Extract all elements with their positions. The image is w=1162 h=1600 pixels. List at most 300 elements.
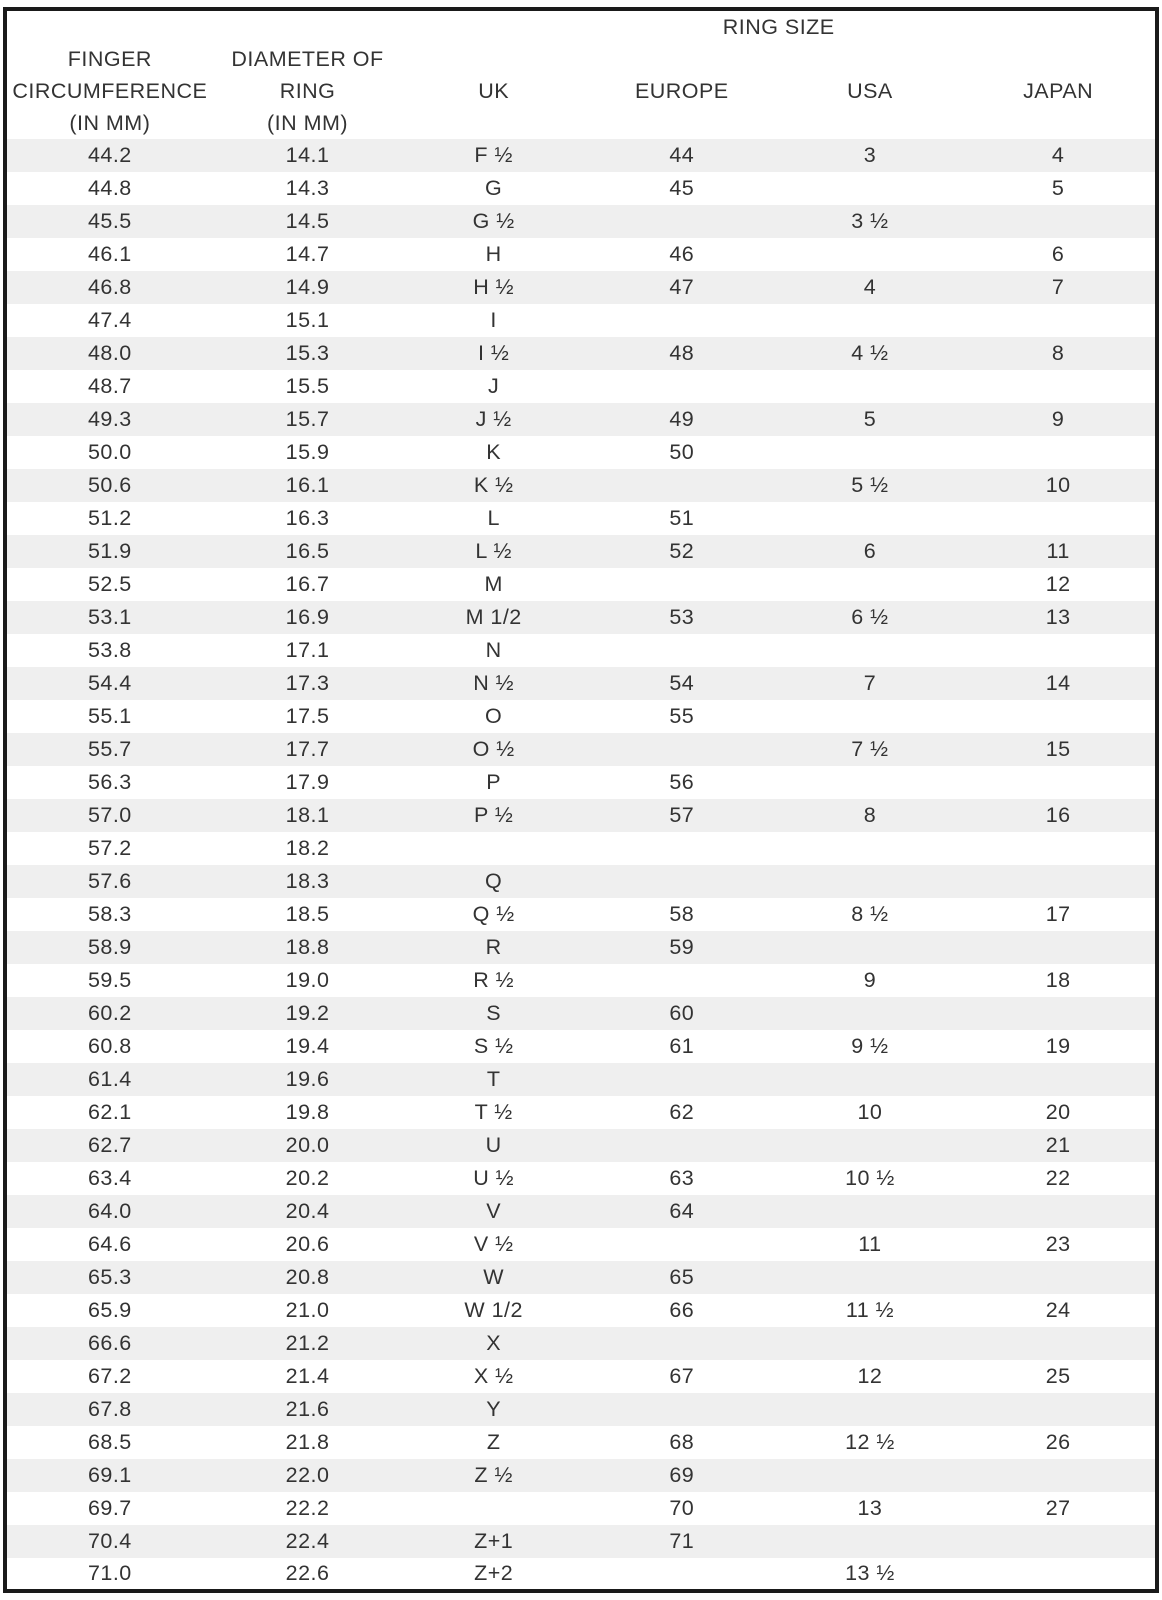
table-row <box>5 205 1157 238</box>
cell-diameter: 20.0 <box>285 1133 330 1157</box>
table-row <box>5 535 1157 568</box>
cell-diameter: 17.9 <box>285 770 330 794</box>
cell-usa: 8 <box>863 803 877 827</box>
cell-circumference: 67.2 <box>87 1364 132 1388</box>
cell-circumference: 57.2 <box>87 836 132 860</box>
cell-japan <box>961 997 1157 1030</box>
cell-europe <box>585 865 779 898</box>
table-row <box>5 1228 1157 1261</box>
cell-europe: 58 <box>669 902 695 926</box>
ring-size-group-header: RING SIZE <box>722 14 835 39</box>
cell-circumference: 67.8 <box>87 1397 132 1421</box>
column-header-line: (IN MM) <box>267 111 349 135</box>
cell-japan: 12 <box>1045 572 1071 596</box>
cell-uk: Z+2 <box>474 1561 514 1585</box>
cell-europe <box>585 1327 779 1360</box>
cell-circumference: 48.0 <box>87 341 132 365</box>
cell-uk: R <box>485 935 502 959</box>
cell-uk: F ½ <box>474 143 513 167</box>
cell-europe: 67 <box>669 1364 695 1388</box>
cell-circumference: 44.8 <box>87 176 132 200</box>
cell-circumference: 53.8 <box>87 638 132 662</box>
column-header-line: RING <box>279 79 336 103</box>
cell-usa: 5 <box>863 407 877 431</box>
cell-japan: 13 <box>1045 605 1071 629</box>
cell-europe: 56 <box>669 770 695 794</box>
table-row <box>5 1162 1157 1195</box>
cell-diameter: 16.9 <box>285 605 330 629</box>
cell-uk: G <box>485 176 503 200</box>
cell-europe: 50 <box>669 440 695 464</box>
cell-uk: X <box>486 1331 502 1355</box>
cell-usa: 10 <box>857 1100 883 1124</box>
column-header-line: JAPAN <box>1023 79 1094 103</box>
cell-diameter: 21.8 <box>285 1430 330 1454</box>
cell-europe: 48 <box>669 341 695 365</box>
column-header-line: (IN MM) <box>69 111 151 135</box>
table-row <box>5 469 1157 502</box>
cell-diameter: 19.4 <box>285 1034 330 1058</box>
cell-europe: 51 <box>669 506 695 530</box>
cell-circumference: 70.4 <box>87 1529 132 1553</box>
cell-uk: K ½ <box>473 473 514 497</box>
table-row <box>5 865 1157 898</box>
cell-japan: 26 <box>1045 1430 1071 1454</box>
cell-uk: H <box>485 242 502 266</box>
cell-circumference: 44.2 <box>87 143 132 167</box>
cell-japan: 20 <box>1045 1100 1071 1124</box>
cell-uk: X ½ <box>473 1364 514 1388</box>
cell-japan: 9 <box>1051 407 1065 431</box>
table-row <box>5 304 1157 337</box>
cell-europe: 64 <box>669 1199 695 1223</box>
cell-uk: S <box>486 1001 502 1025</box>
cell-uk: V <box>486 1199 502 1223</box>
table-row <box>5 898 1157 931</box>
cell-europe: 47 <box>669 275 695 299</box>
cell-circumference: 65.3 <box>87 1265 132 1289</box>
cell-usa: 6 <box>863 539 877 563</box>
cell-japan: 21 <box>1045 1133 1071 1157</box>
column-header-japan <box>961 43 1157 139</box>
cell-europe: 44 <box>669 143 695 167</box>
cell-circumference: 62.1 <box>87 1100 132 1124</box>
cell-circumference: 57.0 <box>87 803 132 827</box>
table-row <box>5 436 1157 469</box>
cell-japan <box>961 436 1157 469</box>
cell-circumference: 64.0 <box>87 1199 132 1223</box>
cell-diameter: 16.7 <box>285 572 330 596</box>
cell-uk: Z <box>486 1430 501 1454</box>
cell-usa <box>779 1525 962 1558</box>
cell-circumference: 61.4 <box>87 1067 132 1091</box>
table-row <box>5 1063 1157 1096</box>
cell-diameter: 14.5 <box>285 209 330 233</box>
cell-circumference: 49.3 <box>87 407 132 431</box>
cell-europe: 71 <box>669 1529 695 1553</box>
cell-uk: O ½ <box>472 737 515 761</box>
cell-usa: 12 ½ <box>845 1430 895 1454</box>
cell-usa: 3 <box>863 143 877 167</box>
cell-uk: W <box>483 1265 505 1289</box>
cell-usa: 11 <box>858 1232 882 1256</box>
cell-japan <box>961 700 1157 733</box>
cell-circumference: 71.0 <box>87 1561 132 1585</box>
table-row <box>5 1096 1157 1129</box>
cell-europe <box>585 964 779 997</box>
cell-japan <box>961 1459 1157 1492</box>
cell-uk: M 1/2 <box>465 605 522 629</box>
cell-europe: 53 <box>669 605 695 629</box>
cell-usa <box>779 700 962 733</box>
cell-europe: 65 <box>669 1265 695 1289</box>
column-header-line: UK <box>478 79 510 103</box>
column-header-circumference <box>5 43 213 139</box>
cell-usa: 7 <box>863 671 877 695</box>
cell-circumference: 50.6 <box>87 473 132 497</box>
cell-usa <box>779 634 962 667</box>
cell-circumference: 45.5 <box>87 209 132 233</box>
cell-circumference: 60.8 <box>87 1034 132 1058</box>
cell-europe <box>585 634 779 667</box>
cell-usa: 3 ½ <box>851 209 889 233</box>
table-header <box>5 9 1157 139</box>
cell-uk: N <box>485 638 502 662</box>
cell-uk: Z ½ <box>474 1463 513 1487</box>
cell-diameter: 19.0 <box>285 968 330 992</box>
cell-uk: L <box>487 506 500 530</box>
table-row <box>5 172 1157 205</box>
cell-europe: 55 <box>669 704 695 728</box>
table-row <box>5 1393 1157 1426</box>
column-header-line: EUROPE <box>634 79 729 103</box>
cell-diameter: 21.4 <box>285 1364 330 1388</box>
cell-usa: 11 ½ <box>845 1298 895 1322</box>
cell-circumference: 46.1 <box>87 242 132 266</box>
cell-usa <box>779 766 962 799</box>
cell-diameter: 14.1 <box>285 143 330 167</box>
cell-diameter: 19.6 <box>285 1067 330 1091</box>
cell-europe: 70 <box>669 1496 695 1520</box>
column-header-line: FINGER <box>67 47 152 71</box>
cell-usa <box>779 304 962 337</box>
cell-diameter: 15.5 <box>285 374 330 398</box>
cell-circumference: 56.3 <box>87 770 132 794</box>
cell-diameter: 17.7 <box>285 737 330 761</box>
cell-circumference: 51.2 <box>87 506 132 530</box>
cell-japan <box>961 502 1157 535</box>
cell-japan: 16 <box>1045 803 1071 827</box>
cell-europe: 63 <box>669 1166 695 1190</box>
column-header-line: DIAMETER OF <box>231 47 384 71</box>
group-header-spacer <box>5 9 402 43</box>
cell-japan: 11 <box>1046 539 1070 563</box>
cell-uk: I <box>490 308 497 332</box>
cell-diameter: 17.1 <box>285 638 330 662</box>
ring-size-table <box>3 7 1159 1593</box>
cell-circumference: 68.5 <box>87 1430 132 1454</box>
cell-usa <box>779 997 962 1030</box>
cell-uk: O <box>485 704 503 728</box>
cell-diameter: 18.1 <box>285 803 330 827</box>
table-row <box>5 1261 1157 1294</box>
cell-usa <box>779 370 962 403</box>
cell-uk: H ½ <box>473 275 515 299</box>
cell-uk: T <box>486 1067 501 1091</box>
table-row <box>5 733 1157 766</box>
cell-japan <box>961 1195 1157 1228</box>
cell-europe: 49 <box>669 407 695 431</box>
cell-japan: 17 <box>1045 902 1071 926</box>
cell-usa <box>779 172 962 205</box>
cell-usa <box>779 1327 962 1360</box>
table-row <box>5 403 1157 436</box>
cell-uk: T ½ <box>474 1100 513 1124</box>
cell-japan: 6 <box>1051 242 1065 266</box>
cell-uk: U ½ <box>473 1166 515 1190</box>
cell-usa: 12 <box>857 1364 883 1388</box>
cell-uk: Z+1 <box>474 1529 514 1553</box>
cell-circumference: 52.5 <box>87 572 132 596</box>
cell-uk: L ½ <box>475 539 512 563</box>
cell-japan: 5 <box>1051 176 1065 200</box>
cell-japan <box>961 1393 1157 1426</box>
cell-usa <box>779 568 962 601</box>
cell-japan <box>961 1261 1157 1294</box>
cell-diameter: 22.4 <box>285 1529 330 1553</box>
table-row <box>5 271 1157 304</box>
cell-usa <box>779 1063 962 1096</box>
column-header-line: CIRCUMFERENCE <box>12 79 208 103</box>
cell-diameter: 22.0 <box>285 1463 330 1487</box>
cell-usa: 5 ½ <box>851 473 889 497</box>
cell-japan <box>961 865 1157 898</box>
cell-diameter: 18.8 <box>285 935 330 959</box>
cell-japan: 27 <box>1045 1496 1071 1520</box>
cell-circumference: 69.7 <box>87 1496 132 1520</box>
cell-usa: 6 ½ <box>851 605 889 629</box>
cell-japan: 19 <box>1045 1034 1071 1058</box>
table-row <box>5 1195 1157 1228</box>
cell-europe <box>585 469 779 502</box>
table-row <box>5 1129 1157 1162</box>
table-body <box>5 139 1157 1591</box>
cell-usa: 9 <box>863 968 877 992</box>
cell-circumference: 55.7 <box>87 737 132 761</box>
cell-europe: 62 <box>669 1100 695 1124</box>
cell-circumference: 69.1 <box>87 1463 132 1487</box>
cell-uk: V ½ <box>473 1232 514 1256</box>
cell-diameter: 20.2 <box>285 1166 330 1190</box>
cell-usa: 9 ½ <box>851 1034 889 1058</box>
cell-japan <box>961 1525 1157 1558</box>
cell-usa <box>779 1261 962 1294</box>
cell-circumference: 64.6 <box>87 1232 132 1256</box>
table-row <box>5 568 1157 601</box>
cell-diameter: 21.2 <box>285 1331 330 1355</box>
table-row <box>5 700 1157 733</box>
cell-uk: Q ½ <box>472 902 515 926</box>
table-row <box>5 502 1157 535</box>
cell-europe <box>585 370 779 403</box>
table-row <box>5 667 1157 700</box>
column-header-uk <box>402 43 585 139</box>
cell-diameter: 17.5 <box>285 704 330 728</box>
cell-circumference: 63.4 <box>87 1166 132 1190</box>
cell-japan <box>961 1558 1157 1591</box>
cell-circumference: 46.8 <box>87 275 132 299</box>
cell-europe: 61 <box>669 1034 695 1058</box>
cell-circumference: 47.4 <box>87 308 132 332</box>
cell-diameter: 14.9 <box>285 275 330 299</box>
cell-usa <box>779 1129 962 1162</box>
cell-uk: G ½ <box>472 209 515 233</box>
table-row <box>5 1360 1157 1393</box>
cell-europe: 66 <box>669 1298 695 1322</box>
cell-uk: P <box>486 770 502 794</box>
table-row <box>5 238 1157 271</box>
column-header-diameter <box>213 43 403 139</box>
cell-circumference: 53.1 <box>87 605 132 629</box>
cell-europe: 52 <box>669 539 695 563</box>
cell-japan <box>961 1327 1157 1360</box>
cell-diameter: 15.7 <box>285 407 330 431</box>
table-row <box>5 634 1157 667</box>
table-row <box>5 997 1157 1030</box>
table-row <box>5 964 1157 997</box>
cell-europe: 60 <box>669 1001 695 1025</box>
cell-usa: 10 ½ <box>845 1166 895 1190</box>
cell-uk <box>402 832 585 865</box>
cell-circumference: 48.7 <box>87 374 132 398</box>
table-row <box>5 1426 1157 1459</box>
table-row <box>5 139 1157 172</box>
cell-europe <box>585 1393 779 1426</box>
cell-uk: S ½ <box>473 1034 514 1058</box>
cell-japan: 18 <box>1045 968 1071 992</box>
cell-diameter: 16.5 <box>285 539 330 563</box>
cell-usa <box>779 1393 962 1426</box>
cell-uk: Q <box>485 869 503 893</box>
cell-japan <box>961 370 1157 403</box>
cell-europe: 69 <box>669 1463 695 1487</box>
cell-europe: 59 <box>669 935 695 959</box>
cell-usa <box>779 931 962 964</box>
cell-uk: M <box>484 572 503 596</box>
table-row <box>5 766 1157 799</box>
cell-diameter: 19.2 <box>285 1001 330 1025</box>
cell-usa <box>779 1459 962 1492</box>
group-header-row <box>5 9 1157 43</box>
cell-diameter: 18.3 <box>285 869 330 893</box>
cell-europe <box>585 568 779 601</box>
cell-europe <box>585 1063 779 1096</box>
cell-circumference: 62.7 <box>87 1133 132 1157</box>
cell-japan: 23 <box>1045 1232 1071 1256</box>
table-row <box>5 1492 1157 1525</box>
table-row <box>5 931 1157 964</box>
cell-diameter: 20.4 <box>285 1199 330 1223</box>
cell-europe: 45 <box>669 176 695 200</box>
column-header-row <box>5 43 1157 139</box>
cell-usa <box>779 832 962 865</box>
table-row <box>5 1030 1157 1063</box>
cell-uk: W 1/2 <box>464 1298 523 1322</box>
cell-diameter: 22.2 <box>285 1496 330 1520</box>
cell-diameter: 18.5 <box>285 902 330 926</box>
table-row <box>5 1558 1157 1591</box>
cell-japan: 25 <box>1045 1364 1071 1388</box>
cell-europe <box>585 733 779 766</box>
column-header-usa <box>779 43 962 139</box>
cell-diameter: 15.9 <box>285 440 330 464</box>
cell-uk: K <box>486 440 502 464</box>
cell-circumference: 50.0 <box>87 440 132 464</box>
table-row <box>5 1327 1157 1360</box>
cell-uk: R ½ <box>473 968 515 992</box>
cell-circumference: 55.1 <box>87 704 132 728</box>
cell-circumference: 58.9 <box>87 935 132 959</box>
cell-uk: Y <box>486 1397 502 1421</box>
cell-europe: 68 <box>669 1430 695 1454</box>
cell-circumference: 58.3 <box>87 902 132 926</box>
cell-uk: J ½ <box>475 407 512 431</box>
cell-uk: I ½ <box>477 341 510 365</box>
table-row <box>5 337 1157 370</box>
cell-diameter: 15.3 <box>285 341 330 365</box>
cell-japan: 8 <box>1051 341 1065 365</box>
column-header-europe <box>585 43 779 139</box>
cell-circumference: 51.9 <box>87 539 132 563</box>
cell-uk: P ½ <box>474 803 514 827</box>
table-row <box>5 799 1157 832</box>
cell-europe: 46 <box>669 242 695 266</box>
cell-japan: 24 <box>1045 1298 1071 1322</box>
cell-diameter: 20.6 <box>285 1232 330 1256</box>
cell-europe <box>585 1558 779 1591</box>
cell-diameter: 14.3 <box>285 176 330 200</box>
table-row <box>5 1525 1157 1558</box>
cell-uk: J <box>488 374 500 398</box>
table-row <box>5 1294 1157 1327</box>
table-row <box>5 370 1157 403</box>
table-row <box>5 601 1157 634</box>
column-header-line: USA <box>847 79 893 103</box>
cell-diameter: 21.6 <box>285 1397 330 1421</box>
cell-japan: 10 <box>1045 473 1071 497</box>
cell-uk: N ½ <box>473 671 515 695</box>
cell-europe: 57 <box>669 803 695 827</box>
cell-europe <box>585 832 779 865</box>
cell-japan: 15 <box>1045 737 1071 761</box>
cell-japan <box>961 766 1157 799</box>
cell-diameter: 16.1 <box>285 473 330 497</box>
cell-diameter: 19.8 <box>285 1100 330 1124</box>
cell-europe: 54 <box>669 671 695 695</box>
cell-usa <box>779 502 962 535</box>
cell-diameter: 15.1 <box>285 308 330 332</box>
cell-diameter: 21.0 <box>285 1298 330 1322</box>
cell-circumference: 66.6 <box>87 1331 132 1355</box>
cell-usa: 7 ½ <box>851 737 889 761</box>
cell-japan: 22 <box>1045 1166 1071 1190</box>
cell-uk: U <box>485 1133 502 1157</box>
cell-uk <box>402 1492 585 1525</box>
cell-diameter: 20.8 <box>285 1265 330 1289</box>
cell-japan <box>961 205 1157 238</box>
cell-usa <box>779 1195 962 1228</box>
cell-europe <box>585 1228 779 1261</box>
